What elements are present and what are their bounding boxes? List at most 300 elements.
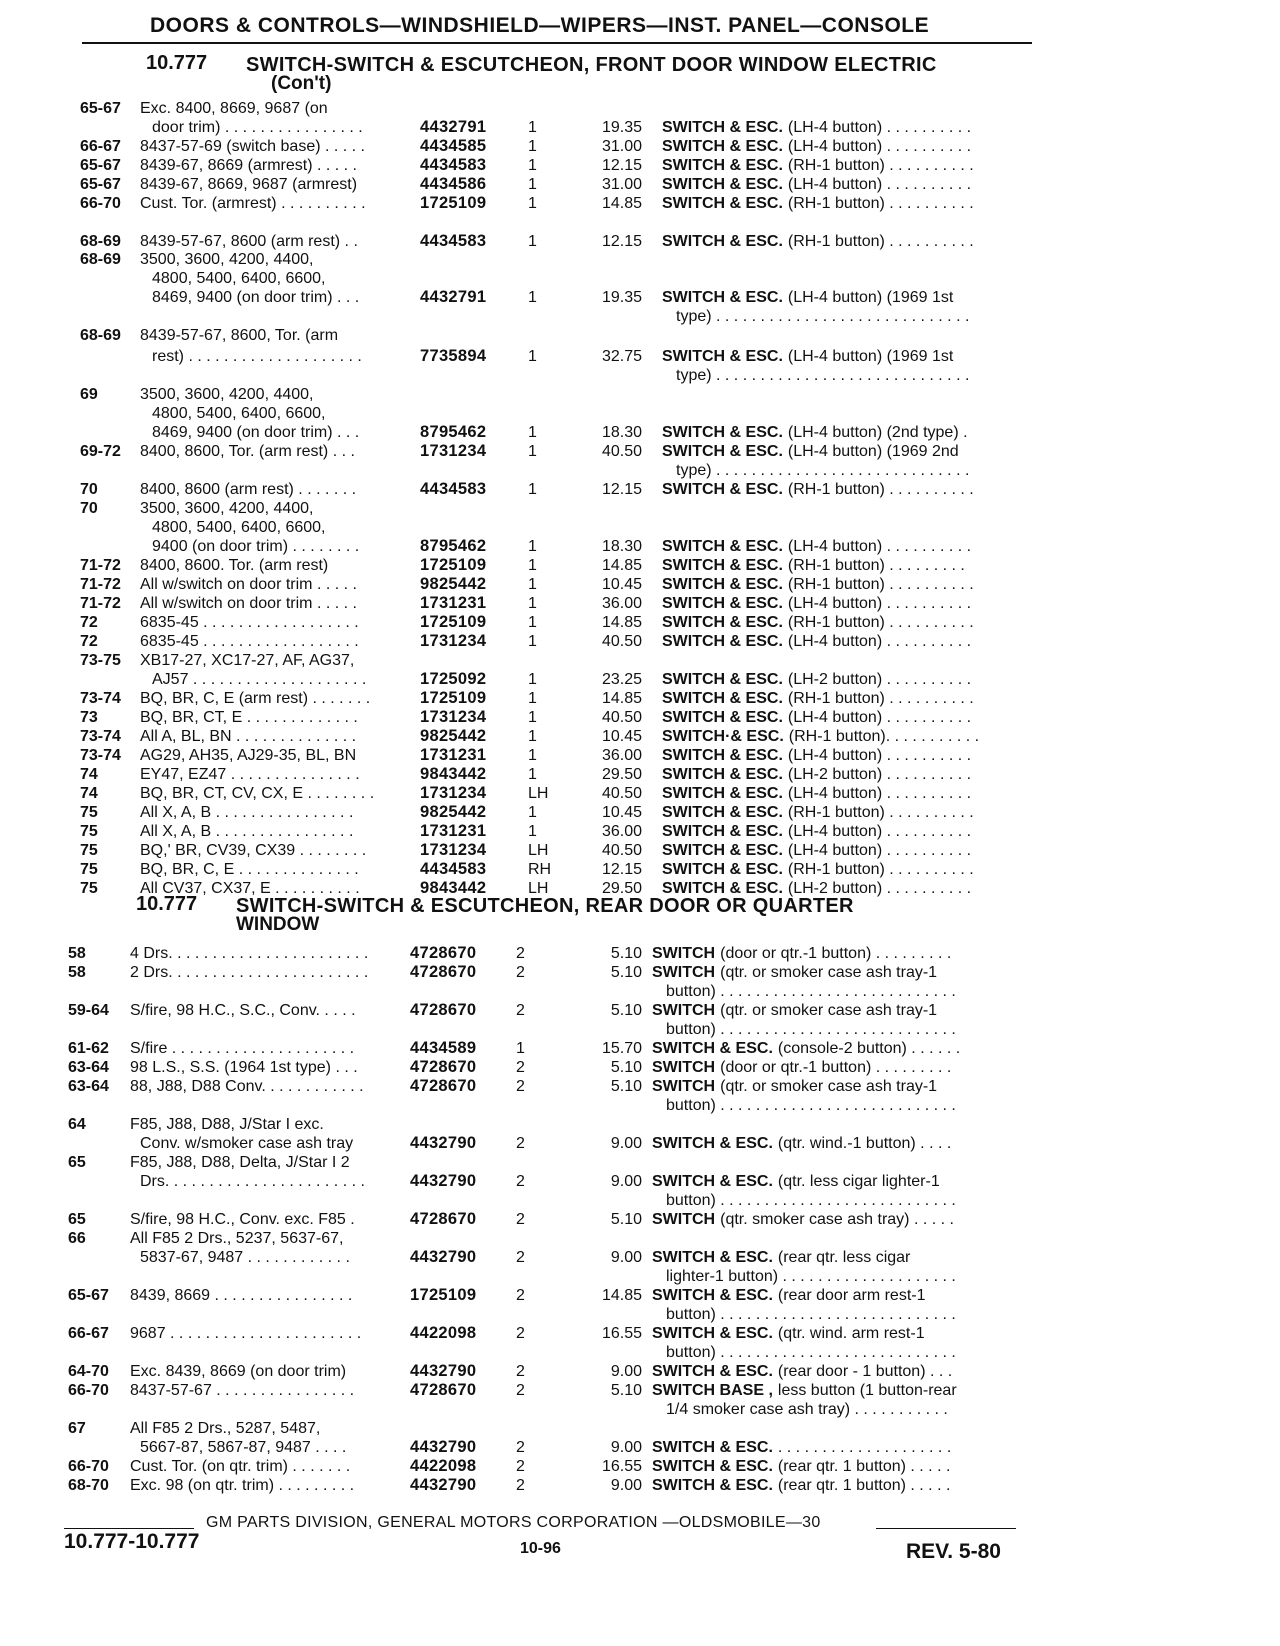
cell-price: 19.35 <box>601 119 642 136</box>
cell-year: 73 <box>80 709 98 726</box>
cell-qty: 1 <box>528 766 537 783</box>
cell-year: 75 <box>80 823 98 840</box>
cell-name: SWITCH <box>652 945 716 962</box>
table-row <box>0 1381 1280 1400</box>
page-header: DOORS & CONTROLS—WINDSHIELD—WIPERS—INST. PANEL—CONSOLE <box>150 14 930 37</box>
cell-part: 4728670 <box>410 1077 477 1095</box>
cell-part: 1725109 <box>410 1286 477 1304</box>
cell-name: SWITCH & ESC. <box>662 348 783 365</box>
cell-year: 59-64 <box>68 1002 109 1019</box>
table-row <box>0 1362 1280 1381</box>
table-row <box>0 1267 1280 1286</box>
cell-name: SWITCH & ESC. <box>662 138 783 155</box>
cell-part: 4432791 <box>420 118 487 136</box>
table-row <box>0 461 1280 480</box>
cell-name: SWITCH & ESC. <box>662 804 783 821</box>
cell-desc: All w/switch on door trim . . . . . <box>140 595 357 612</box>
cell-detail: button) . . . . . . . . . . . . . . . . . . . . . . . . . . . <box>666 1344 956 1361</box>
footer-rule-left <box>64 1528 194 1529</box>
cell-price: 10.45 <box>601 728 642 745</box>
cell-price: 40.50 <box>601 709 642 726</box>
table-row <box>0 118 1280 137</box>
cell-part: 1731231 <box>420 746 487 764</box>
cell-price: 9.00 <box>610 1249 642 1266</box>
cell-desc: 8439, 8669 . . . . . . . . . . . . . . . . <box>130 1287 353 1304</box>
cell-qty: 1 <box>528 443 537 460</box>
table-row <box>0 175 1280 194</box>
cell-desc: 8439-57-67, 8600, Tor. (arm <box>140 327 339 344</box>
cell-year: 73-74 <box>80 728 121 745</box>
cell-name: SWITCH·& ESC. <box>662 728 784 745</box>
cell-desc: BQ,' BR, CV39, CX39 . . . . . . . . <box>140 842 367 859</box>
section-number: 10.777 <box>136 893 198 915</box>
table-row <box>0 1020 1280 1039</box>
cell-part: 4728670 <box>410 1210 477 1228</box>
cell-name: SWITCH & ESC. <box>652 1458 773 1475</box>
cell-year: 66-67 <box>80 138 121 155</box>
footer-page-number: 10-96 <box>520 1540 561 1557</box>
table-row <box>0 156 1280 175</box>
cell-detail: (qtr. wind.-1 button) . . . . <box>777 1135 952 1152</box>
cell-desc: 8469, 9400 (on door trim) . . . <box>152 424 360 441</box>
table-row <box>0 1324 1280 1343</box>
table-row <box>0 1400 1280 1419</box>
table-row <box>0 404 1280 423</box>
cell-year: 74 <box>80 766 98 783</box>
cell-name: SWITCH <box>652 1059 716 1076</box>
cell-qty: 2 <box>516 1211 525 1228</box>
table-row <box>0 1419 1280 1438</box>
cell-detail: (qtr. smoker case ash tray) . . . . . <box>720 1211 954 1228</box>
cell-qty: 1 <box>528 176 537 193</box>
cell-desc: F85, J88, D88, Delta, J/Star I 2 <box>130 1154 350 1171</box>
cell-desc: BQ, BR, CT, E . . . . . . . . . . . . . <box>140 709 358 726</box>
cell-detail: (LH-4 button) (1969 1st <box>787 289 954 306</box>
cell-name: SWITCH & ESC. <box>662 538 783 555</box>
cell-qty: RH <box>528 861 552 878</box>
cell-name: SWITCH & ESC. <box>662 842 783 859</box>
cell-name: SWITCH & ESC. <box>662 766 783 783</box>
cell-qty: 1 <box>528 804 537 821</box>
cell-detail: (qtr. wind. arm rest-1 <box>777 1325 925 1342</box>
table-row <box>0 784 1280 803</box>
cell-detail: (rear qtr. less cigar <box>777 1249 911 1266</box>
cell-price: 10.45 <box>601 576 642 593</box>
cell-year: 75 <box>80 842 98 859</box>
section-heading-rear <box>136 893 1036 937</box>
cell-name: SWITCH & ESC. <box>662 176 783 193</box>
cell-qty: 1 <box>528 557 537 574</box>
cell-desc: 5837-67, 9487 . . . . . . . . . . . . <box>140 1249 350 1266</box>
cell-detail: (LH-4 button) . . . . . . . . . . <box>787 176 972 193</box>
cell-name: SWITCH & ESC. <box>662 595 783 612</box>
table-row <box>0 727 1280 746</box>
cell-detail: (rear door - 1 button) . . . <box>777 1363 953 1380</box>
table-row <box>0 194 1280 213</box>
cell-detail: (LH-4 button) . . . . . . . . . . <box>787 709 972 726</box>
cell-qty: 2 <box>516 1173 525 1190</box>
cell-year: 70 <box>80 481 98 498</box>
cell-name: SWITCH & ESC. <box>662 481 783 498</box>
cell-price: 16.55 <box>601 1458 642 1475</box>
cell-desc: 8400, 8600, Tor. (arm rest) . . . <box>140 443 355 460</box>
table-row <box>0 250 1280 269</box>
cell-detail: (LH-4 button) . . . . . . . . . . <box>787 785 972 802</box>
cell-part: 1731234 <box>420 708 487 726</box>
cell-name: SWITCH & ESC. <box>662 747 783 764</box>
section-title: SWITCH-SWITCH & ESCUTCHEON, FRONT DOOR WINDOW ELECTRIC <box>246 54 937 76</box>
cell-year: 66 <box>68 1230 86 1247</box>
cell-name: SWITCH & ESC. <box>662 785 783 802</box>
cell-price: 36.00 <box>601 747 642 764</box>
cell-price: 9.00 <box>610 1363 642 1380</box>
cell-desc: 8439-67, 8669 (armrest) . . . . . <box>140 157 357 174</box>
cell-price: 12.15 <box>601 861 642 878</box>
cell-year: 63-64 <box>68 1078 109 1095</box>
cell-price: 29.50 <box>601 880 642 897</box>
cell-year: 71-72 <box>80 595 121 612</box>
cell-detail: (RH-1 button) . . . . . . . . . . <box>787 195 974 212</box>
cell-part: 1725092 <box>420 670 487 688</box>
cell-name: SWITCH <box>652 1002 716 1019</box>
cell-name: SWITCH & ESC. <box>662 633 783 650</box>
cell-part: 4432790 <box>410 1362 477 1380</box>
cell-name: SWITCH & ESC. <box>662 157 783 174</box>
cell-detail: (LH-2 button) . . . . . . . . . . <box>787 880 972 897</box>
cell-detail: (RH-1 button) . . . . . . . . . . <box>787 157 974 174</box>
cell-part: 4422098 <box>410 1457 477 1475</box>
cell-price: 10.45 <box>601 804 642 821</box>
cell-price: 16.55 <box>601 1325 642 1342</box>
table-row <box>0 594 1280 613</box>
cell-name: SWITCH & ESC. <box>652 1135 773 1152</box>
cell-price: 40.50 <box>601 785 642 802</box>
cell-detail: (LH-4 button) . . . . . . . . . . <box>787 538 972 555</box>
cell-detail: (rear door arm rest-1 <box>777 1287 926 1304</box>
cell-desc: 4800, 5400, 6400, 6600, <box>152 270 326 287</box>
cell-qty: 1 <box>516 1040 525 1057</box>
cell-desc: All F85 2 Drs., 5287, 5487, <box>130 1420 321 1437</box>
table-row <box>0 326 1280 345</box>
cell-part: 4728670 <box>410 1001 477 1019</box>
table-row <box>0 1172 1280 1191</box>
cell-desc: Exc. 8439, 8669 (on door trim) <box>130 1363 347 1380</box>
cell-name: SWITCH & ESC. <box>662 823 783 840</box>
cell-detail: (LH-4 button) . . . . . . . . . . <box>787 823 972 840</box>
cell-part: 4432790 <box>410 1134 477 1152</box>
table-row <box>0 1305 1280 1324</box>
table-row <box>0 1248 1280 1267</box>
cell-price: 12.15 <box>601 157 642 174</box>
cell-part: 1725109 <box>420 556 487 574</box>
cell-desc: AG29, AH35, AJ29-35, BL, BN <box>140 747 357 764</box>
cell-year: 69 <box>80 386 98 403</box>
table-row <box>0 1134 1280 1153</box>
cell-part: 4432790 <box>410 1172 477 1190</box>
cell-year: 65-67 <box>80 176 121 193</box>
cell-desc: 6835-45 . . . . . . . . . . . . . . . . . . <box>140 614 359 631</box>
footer-rule-right <box>876 1528 1016 1529</box>
cell-price: 5.10 <box>610 945 642 962</box>
cell-qty: 1 <box>528 481 537 498</box>
cell-name: SWITCH & ESC. <box>652 1363 773 1380</box>
footer-revision: REV. 5-80 <box>906 1540 1001 1563</box>
cell-qty: 2 <box>516 1439 525 1456</box>
cell-year: 66-70 <box>68 1382 109 1399</box>
cell-qty: 1 <box>528 633 537 650</box>
cell-name: SWITCH & ESC. <box>652 1040 773 1057</box>
cell-desc: All X, A, B . . . . . . . . . . . . . . . . <box>140 804 354 821</box>
table-row <box>0 1457 1280 1476</box>
cell-qty: 1 <box>528 671 537 688</box>
cell-qty: 2 <box>516 1363 525 1380</box>
table-row <box>0 269 1280 288</box>
table-row <box>0 1210 1280 1229</box>
cell-price: 9.00 <box>610 1135 642 1152</box>
cell-detail: (console-2 button) . . . . . . <box>777 1040 961 1057</box>
cell-name: SWITCH <box>652 1211 716 1228</box>
cell-detail: button) . . . . . . . . . . . . . . . . . . . . . . . . . . . <box>666 1021 956 1038</box>
cell-year: 75 <box>80 804 98 821</box>
cell-year: 69-72 <box>80 443 121 460</box>
cell-detail: (LH-4 button) (1969 1st <box>787 348 954 365</box>
cell-desc: BQ, BR, CT, CV, CX, E . . . . . . . . <box>140 785 375 802</box>
table-row <box>0 137 1280 156</box>
table-row <box>0 651 1280 670</box>
cell-year: 65 <box>68 1154 86 1171</box>
cell-price: 18.30 <box>601 424 642 441</box>
cell-desc: All A, BL, BN . . . . . . . . . . . . . . <box>140 728 357 745</box>
cell-part: 4432791 <box>420 288 487 306</box>
cell-year: 64-70 <box>68 1363 109 1380</box>
cell-qty: 2 <box>516 1002 525 1019</box>
cell-qty: 2 <box>516 1477 525 1494</box>
cell-desc: All X, A, B . . . . . . . . . . . . . . . . <box>140 823 354 840</box>
cell-part: 9825442 <box>420 575 487 593</box>
table-row <box>0 1115 1280 1134</box>
cell-price: 5.10 <box>610 1059 642 1076</box>
section-heading-front <box>146 52 1036 96</box>
cell-price: 23.25 <box>601 671 642 688</box>
cell-detail: (door or qtr.-1 button) . . . . . . . . . <box>720 945 952 962</box>
cell-qty: 1 <box>528 614 537 631</box>
cell-qty: 1 <box>528 195 537 212</box>
cell-qty: 1 <box>528 138 537 155</box>
cell-qty: 1 <box>528 119 537 136</box>
cell-desc: BQ, BR, C, E . . . . . . . . . . . . . . <box>140 861 359 878</box>
cell-price: 29.50 <box>601 766 642 783</box>
cell-desc: 98 L.S., S.S. (1964 1st type) . . . <box>130 1059 358 1076</box>
cell-year: 65 <box>68 1211 86 1228</box>
cell-qty: 1 <box>528 709 537 726</box>
cell-detail: (LH-4 button) (2nd type) . <box>787 424 968 441</box>
cell-desc: 88, J88, D88 Conv. . . . . . . . . . . . <box>130 1078 364 1095</box>
cell-part: 1731234 <box>420 442 487 460</box>
cell-part: 4432790 <box>410 1476 477 1494</box>
cell-detail: (qtr. or smoker case ash tray-1 <box>720 1002 938 1019</box>
cell-part: 1731231 <box>420 594 487 612</box>
cell-desc: S/fire . . . . . . . . . . . . . . . . . . . . . <box>130 1040 355 1057</box>
cell-part: 4434586 <box>420 175 487 193</box>
section-title: SWITCH-SWITCH & ESCUTCHEON, REAR DOOR OR QUARTER <box>236 895 854 917</box>
table-row <box>0 1191 1280 1210</box>
table-row <box>0 841 1280 860</box>
cell-detail: (LH-2 button) . . . . . . . . . . <box>787 671 972 688</box>
cell-detail: button) . . . . . . . . . . . . . . . . . . . . . . . . . . . <box>666 983 956 1000</box>
cell-desc: All CV37, CX37, E . . . . . . . . . . <box>140 880 360 897</box>
cell-detail: (door or qtr.-1 button) . . . . . . . . . <box>720 1059 952 1076</box>
cell-detail: type) . . . . . . . . . . . . . . . . . . . . . . . . . . . . . <box>676 462 970 479</box>
table-row <box>0 1229 1280 1248</box>
table-row <box>0 613 1280 632</box>
cell-name: SWITCH & ESC. <box>662 614 783 631</box>
cell-detail: (RH-1 button) . . . . . . . . . . <box>787 481 974 498</box>
cell-price: 5.10 <box>610 1002 642 1019</box>
cell-part: 4728670 <box>410 963 477 981</box>
cell-part: 1725109 <box>420 613 487 631</box>
cell-part: 4434583 <box>420 480 487 498</box>
cell-qty: LH <box>528 785 549 802</box>
cell-desc: 4800, 5400, 6400, 6600, <box>152 519 326 536</box>
cell-desc: S/fire, 98 H.C., Conv. exc. F85 . <box>130 1211 355 1228</box>
cell-qty: 1 <box>528 728 537 745</box>
table-row <box>0 1058 1280 1077</box>
table-row <box>0 366 1280 385</box>
cell-detail: 1/4 smoker case ash tray) . . . . . . . . . . . <box>666 1401 948 1418</box>
cell-year: 66-67 <box>68 1325 109 1342</box>
cell-name: SWITCH & ESC. <box>662 880 783 897</box>
cell-desc: 8437-57-67 . . . . . . . . . . . . . . . . <box>130 1382 355 1399</box>
cell-qty: 2 <box>516 1135 525 1152</box>
cell-year: 68-69 <box>80 233 121 250</box>
table-row <box>0 670 1280 689</box>
cell-detail: (RH-1 button) . . . . . . . . . . <box>787 804 974 821</box>
footer-division: GM PARTS DIVISION, GENERAL MOTORS CORPORATION —OLDSMOBILE—30 <box>206 1514 821 1531</box>
cell-year: 74 <box>80 785 98 802</box>
cell-price: 32.75 <box>601 348 642 365</box>
cell-year: 70 <box>80 500 98 517</box>
cell-desc: 8400, 8600. Tor. (arm rest) <box>140 557 329 574</box>
cell-price: 5.10 <box>610 1211 642 1228</box>
cell-price: 15.70 <box>601 1040 642 1057</box>
cell-price: 36.00 <box>601 823 642 840</box>
cell-qty: 1 <box>528 747 537 764</box>
cell-part: 4728670 <box>410 1381 477 1399</box>
cell-detail: button) . . . . . . . . . . . . . . . . . . . . . . . . . . . <box>666 1306 956 1323</box>
table-row <box>0 822 1280 841</box>
cell-part: 4432790 <box>410 1438 477 1456</box>
cell-year: 73-75 <box>80 652 121 669</box>
table-row <box>0 499 1280 518</box>
cell-year: 71-72 <box>80 576 121 593</box>
cell-name: SWITCH & ESC. <box>662 195 783 212</box>
table-row <box>0 1039 1280 1058</box>
table-row <box>0 232 1280 251</box>
cell-detail: (qtr. less cigar lighter-1 <box>777 1173 940 1190</box>
cell-desc: XB17-27, XC17-27, AF, AG37, <box>140 652 355 669</box>
cell-detail: (LH-4 button) . . . . . . . . . . <box>787 138 972 155</box>
cell-name: SWITCH & ESC. <box>662 671 783 688</box>
cell-desc: 5667-87, 5867-87, 9487 . . . . <box>140 1439 347 1456</box>
cell-qty: LH <box>528 842 549 859</box>
table-row <box>0 1077 1280 1096</box>
cell-year: 58 <box>68 945 86 962</box>
cell-price: 14.85 <box>601 614 642 631</box>
cell-desc: 3500, 3600, 4200, 4400, <box>140 386 314 403</box>
cell-price: 18.30 <box>601 538 642 555</box>
cell-detail: (RH-1 button) . . . . . . . . . . <box>787 576 974 593</box>
cell-name: SWITCH & ESC. <box>662 233 783 250</box>
cell-desc: 2 Drs. . . . . . . . . . . . . . . . . . . . . . . <box>130 964 369 981</box>
cell-desc: Cust. Tor. (armrest) . . . . . . . . . . <box>140 195 366 212</box>
cell-desc: All F85 2 Drs., 5237, 5637-67, <box>130 1230 344 1247</box>
table-row <box>0 1286 1280 1305</box>
cell-price: 5.10 <box>610 964 642 981</box>
table-row <box>0 944 1280 963</box>
cell-qty: 2 <box>516 1382 525 1399</box>
cell-qty: 2 <box>516 1458 525 1475</box>
cell-price: 19.35 <box>601 289 642 306</box>
cell-year: 71-72 <box>80 557 121 574</box>
cell-detail: (LH-4 button) (1969 2nd <box>787 443 959 460</box>
cell-year: 64 <box>68 1116 86 1133</box>
cell-qty: 2 <box>516 1249 525 1266</box>
table-row <box>0 1096 1280 1115</box>
cell-part: 4434583 <box>420 860 487 878</box>
cell-desc: F85, J88, D88, J/Star I exc. <box>130 1116 324 1133</box>
cell-name: SWITCH & ESC. <box>662 443 783 460</box>
cell-detail: lighter-1 button) . . . . . . . . . . . . . . . . . . . . <box>666 1268 956 1285</box>
cell-part: 1731234 <box>420 784 487 802</box>
cell-price: 12.15 <box>601 481 642 498</box>
cell-part: 4728670 <box>410 1058 477 1076</box>
cell-part: 9825442 <box>420 803 487 821</box>
cell-part: 8795462 <box>420 423 487 441</box>
cell-part: 4434589 <box>410 1039 477 1057</box>
cell-year: 68-69 <box>80 251 121 268</box>
cell-detail: (rear qtr. 1 button) . . . . . <box>777 1477 951 1494</box>
table-row <box>0 689 1280 708</box>
cell-part: 4434583 <box>420 232 487 250</box>
cell-qty: 1 <box>528 424 537 441</box>
cell-name: SWITCH & ESC. <box>652 1439 773 1456</box>
cell-desc: 9400 (on door trim) . . . . . . . . <box>152 538 360 555</box>
cell-desc: 4 Drs. . . . . . . . . . . . . . . . . . . . . . . <box>130 945 369 962</box>
table-row <box>0 1153 1280 1172</box>
cell-year: 63-64 <box>68 1059 109 1076</box>
cell-qty: 2 <box>516 1059 525 1076</box>
cell-desc: Exc. 8400, 8669, 9687 (on <box>140 100 328 117</box>
cell-name: SWITCH & ESC. <box>662 557 783 574</box>
cell-price: 14.85 <box>601 195 642 212</box>
cell-part: 1725109 <box>420 194 487 212</box>
cell-part: 1725109 <box>420 689 487 707</box>
table-row <box>0 423 1280 442</box>
cell-qty: 2 <box>516 1287 525 1304</box>
table-row <box>0 982 1280 1001</box>
cell-price: 40.50 <box>601 443 642 460</box>
cell-detail: . . . . . . . . . . . . . . . . . . . . <box>777 1439 952 1456</box>
cell-detail: (RH-1 button) . . . . . . . . . . <box>787 614 974 631</box>
cell-price: 5.10 <box>610 1078 642 1095</box>
cell-qty: 2 <box>516 945 525 962</box>
cell-desc: 3500, 3600, 4200, 4400, <box>140 500 314 517</box>
cell-year: 68-70 <box>68 1477 109 1494</box>
cell-part: 9825442 <box>420 727 487 745</box>
cell-detail: (LH-4 button) . . . . . . . . . . <box>787 747 972 764</box>
cell-year: 72 <box>80 633 98 650</box>
cell-price: 5.10 <box>610 1382 642 1399</box>
